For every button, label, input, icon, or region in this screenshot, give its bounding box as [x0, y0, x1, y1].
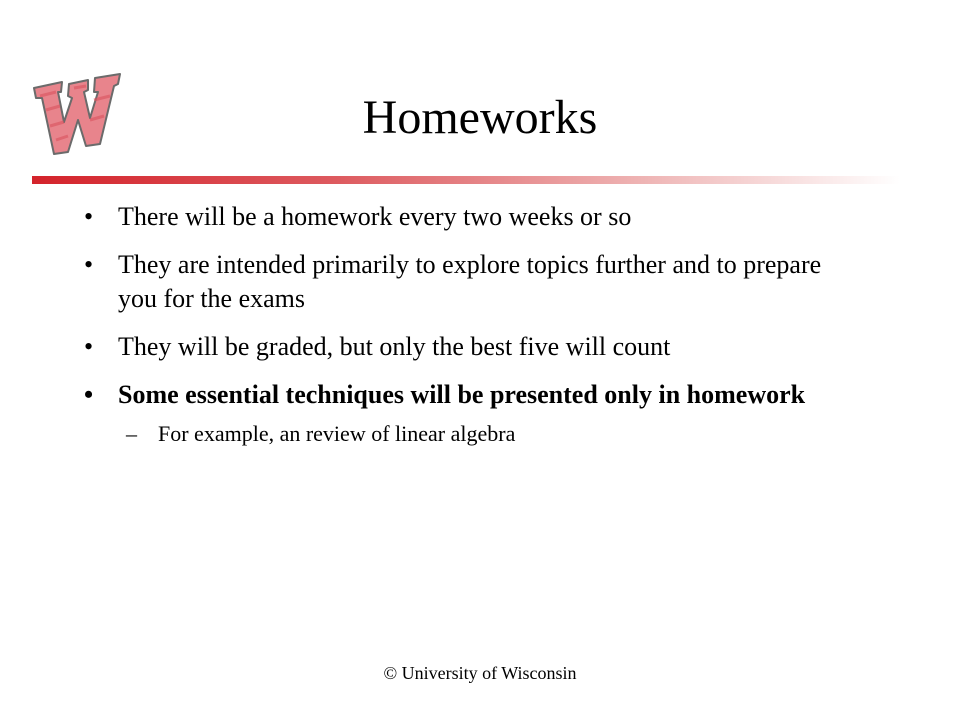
- bullet-item: [80, 248, 860, 316]
- bullet-marker: •: [84, 332, 94, 361]
- bullet-text: Some essential techniques will be presented only in homework: [118, 380, 806, 409]
- bullet-item: [80, 200, 860, 234]
- bullet-marker: •: [84, 250, 94, 279]
- bullet-text: There will be a homework every two weeks or so: [118, 202, 632, 231]
- bullet-marker: •: [84, 380, 94, 409]
- bullet-text: They are intended primarily to explore topics further and to prepare you for the exams: [118, 250, 822, 313]
- bullet-item-emphasized: [80, 378, 860, 412]
- sub-bullet-item: [120, 420, 860, 448]
- sub-bullet-text: For example, an review of linear algebra: [158, 421, 516, 446]
- sub-bullet-marker: –: [126, 421, 137, 446]
- bullet-item: [80, 330, 860, 364]
- title-divider: [32, 176, 900, 184]
- bullet-marker: •: [84, 202, 94, 231]
- copyright-footer: © University of Wisconsin: [383, 663, 577, 683]
- slide-title: Homeworks: [362, 91, 598, 144]
- bullet-text: They will be graded, but only the best five will count: [118, 332, 671, 361]
- bullet-list: [80, 200, 860, 448]
